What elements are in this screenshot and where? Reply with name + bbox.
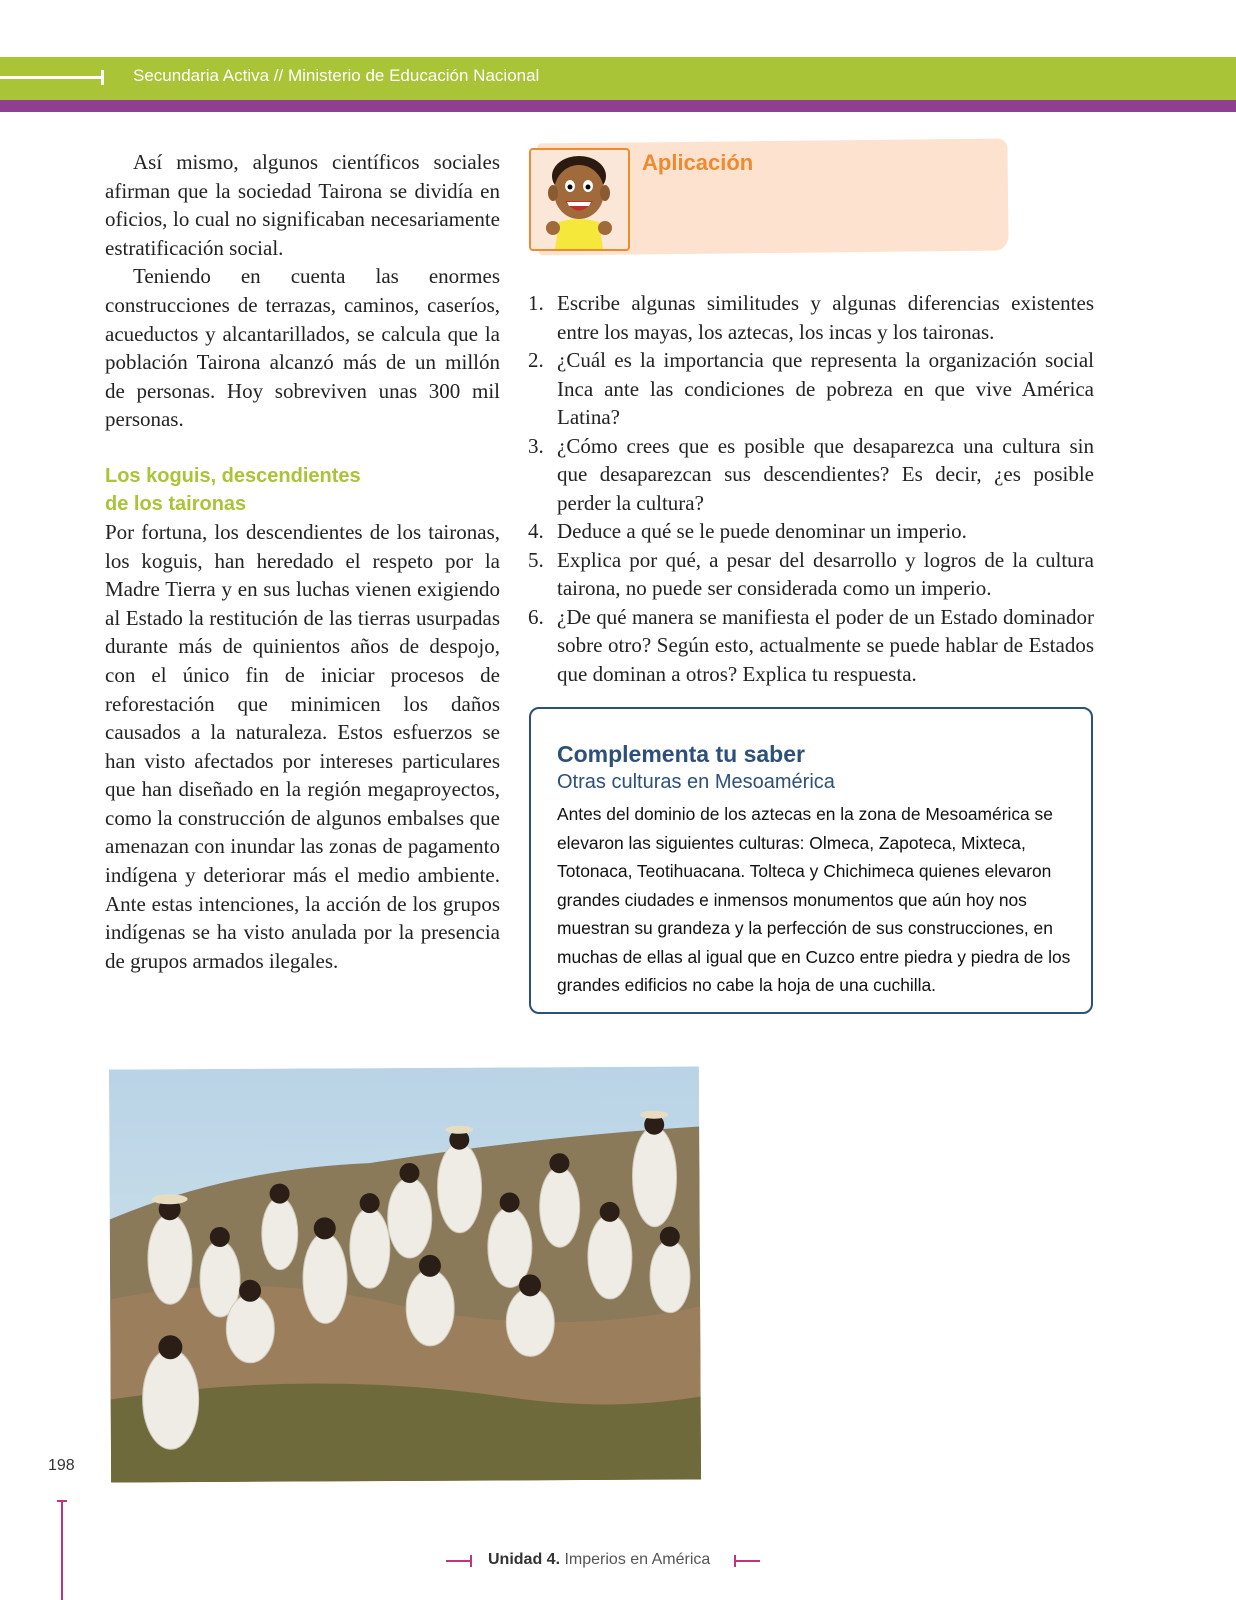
paragraph-3: Por fortuna, los descendientes de los taironas, los koguis, han heredado el respeto por la Madre Tierra y en sus luchas vienen exigiendo al Estado la restitución de las tierras usurpadas durante más de quinientos años de despojo, con el único fin de iniciar procesos de reforestación que minimicen los daños causados a la naturaleza. Estos esfuerzos se han visto afectados por intereses particulares que han diseñado en la región megaproyectos, como la construcción de algunos embalses que amenazan con inundar las zonas de pagamento indígena y deteriorar más el medio ambiente. Ante estas intenciones, la acción de los grupos indígenas se ha visto anulada por la presencia de grupos armados ilegales. [105,519,500,973]
section-heading-line-1: Los koguis, descendientes [105,464,361,487]
section-heading-line-2: de los taironas [105,492,247,515]
question-text: ¿De qué manera se manifiesta el poder de un Estado dominador sobre otro? Según esto, actualmente se puede hablar de Estados que dominan a otros? Explica tu respuesta. [557,604,1094,686]
footer-text [488,1551,710,1569]
question-text: Explica por qué, a pesar del desarrollo y logros de la cultura tairona, no puede ser considerada como un imperio. [557,547,1094,600]
section-heading [105,462,500,518]
question-item [528,432,1094,518]
footer-tick-right [734,1555,736,1567]
question-item [528,546,1094,603]
question-text: Escribe algunas similitudes y algunas diferencias existentes entre los mayas, los aztecas, los incas y los taironas. [557,291,1094,344]
footer-unit: Unidad 4. [488,1551,561,1568]
saber-subtitle: Otras culturas en Mesoamérica [557,771,835,793]
question-number: 6. [528,604,544,629]
question-item [528,289,1094,346]
question-number: 3. [528,433,544,458]
question-text: ¿Cuál es la importancia que representa la organización social Inca ante las condiciones de pobreza en que vive América Latina? [557,348,1094,429]
question-text: ¿Cómo crees que es posible que desaparezca una cultura sin que desaparezcan sus descendientes? Es decir, ¿es posible perder la cultura? [557,433,1094,515]
header-title: Secundaria Activa // Ministerio de Educación Nacional [133,66,540,85]
kogui-group-photo [109,1066,701,1482]
question-text: Deduce a qué se le puede denominar un imperio. [557,519,967,543]
paragraph-2: Teniendo en cuenta las enormes construcciones de terrazas, caminos, caseríos, acueductos y alcantarillados, se calcula que la población Tairona alcanzó más de un millón de personas. Hoy sobreviven unas 300 mil personas. [105,264,500,432]
question-number: 4. [528,519,544,543]
student-avatar-icon [529,148,630,251]
footer-unit-title: Imperios en América [564,1551,711,1568]
question-item [528,603,1094,689]
question-item [528,346,1094,432]
aplicacion-title: Aplicación [642,150,754,175]
page-number: 198 [48,1457,75,1474]
question-number: 1. [528,291,544,315]
question-number: 2. [528,348,544,372]
question-number: 5. [528,547,544,572]
footer-rule-right [734,1560,760,1562]
footer-rule-left [446,1560,472,1562]
paragraph-1: Así mismo, algunos científicos sociales afirman que la sociedad Tairona se dividía en oficios, lo cual no significaban necesariamente estratificación social. [105,150,500,260]
left-margin-line [61,1500,63,1600]
left-column [105,148,500,975]
question-item [528,517,1094,546]
header-rule [0,76,104,79]
saber-title: Complementa tu saber [557,741,805,767]
header-tick [101,70,104,85]
header-stripe [0,100,1236,112]
questions-list [528,289,1094,688]
footer-tick-left [470,1555,472,1567]
saber-body: Antes del dominio de los aztecas en la zona de Mesoamérica se elevaron las siguientes culturas: Olmeca, Zapoteca, Mixteca, Totonaca, Teotihuacana. Tolteca y Chichimeca quienes elevaron grandes ciudades e inmensos monumentos que aún hoy nos muestran su grandeza y la perfección de sus construcciones, en muchas de ellas al igual que en Cuzco entre piedra y piedra de los grandes edificios no cabe la hoja de una cuchilla. [557,804,1071,995]
